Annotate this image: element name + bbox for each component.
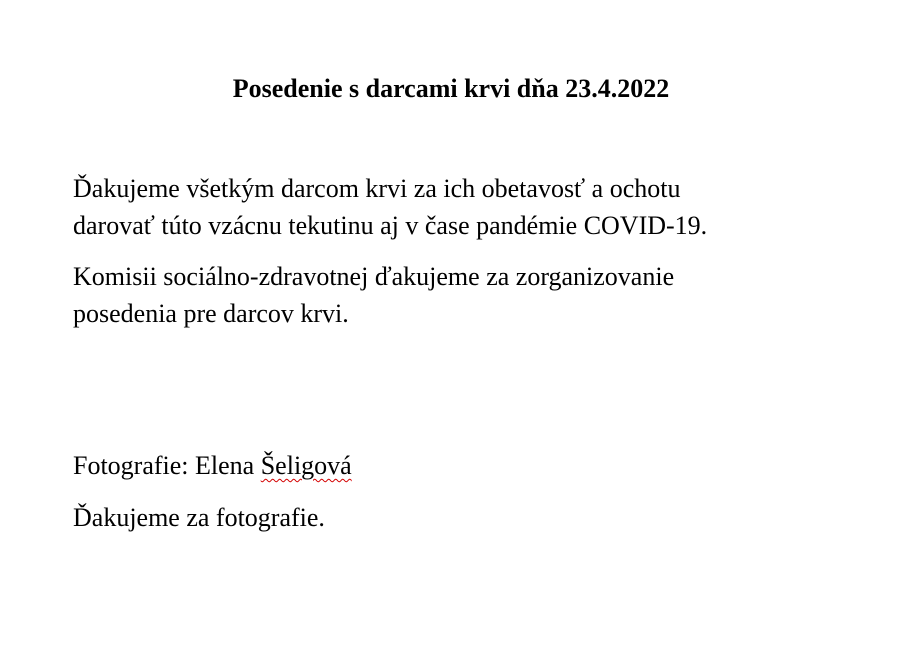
photographer-name: Šeligová [260,451,352,480]
document-title: Posedenie s darcami krvi dňa 23.4.2022 [232,74,670,103]
paragraph-line: Komisii sociálno-zdravotnej ďakujeme za zorganizovanie [73,262,675,291]
paragraph-line: darovať túto vzácnu tekutinu aj v čase pandémie COVID-19. [73,211,708,240]
photo-credit-label: Fotografie: Elena [73,451,261,480]
paragraph-line: posedenia pre darcov krvi. [73,299,349,328]
paragraph-line: Ďakujeme všetkým darcom krvi za ich obetavosť a ochotu [73,174,681,203]
photo-credit [73,447,873,484]
paragraph-thanks-photos: Ďakujeme za fotografie. [73,503,325,532]
paragraph-thanks-commission [73,258,873,332]
paragraph-thanks-donors [73,170,873,244]
